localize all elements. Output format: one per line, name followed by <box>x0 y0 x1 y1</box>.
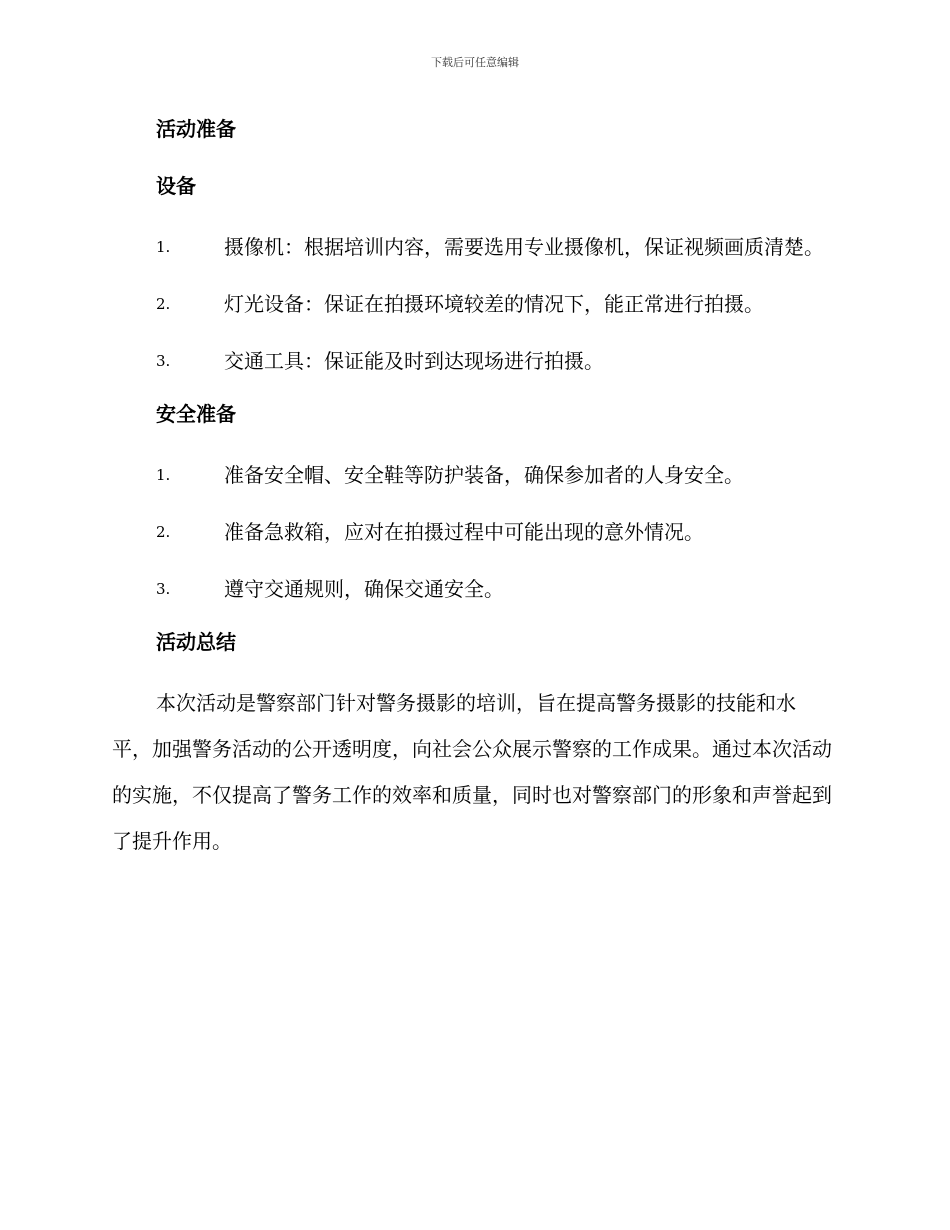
list-item-text: 遵守交通规则，确保交通安全。 <box>224 577 504 601</box>
document-body <box>112 110 834 864</box>
list-number: 3. <box>156 352 171 370</box>
equipment-list-item <box>112 224 834 271</box>
list-number: 2. <box>156 523 171 541</box>
list-item-text: 准备急救箱，应对在拍摄过程中可能出现的意外情况。 <box>224 520 704 544</box>
list-item-text: 准备安全帽、安全鞋等防护装备，确保参加者的人身安全。 <box>224 463 744 487</box>
section-heading-equipment: 设备 <box>156 174 196 198</box>
section-heading-summary: 活动总结 <box>156 630 236 654</box>
list-number: 2. <box>156 295 171 313</box>
page-header: 下载后可任意编辑 <box>431 56 519 69</box>
section-heading-safety: 安全准备 <box>156 402 236 426</box>
safety-list-item <box>112 566 834 613</box>
safety-list-item <box>112 509 834 556</box>
list-number: 3. <box>156 580 171 598</box>
summary-paragraph: 本次活动是警察部门针对警务摄影的培训，旨在提高警务摄影的技能和水平，加强警务活动的公开透明度，向社会公众展示警察的工作成果。通过本次活动的实施，不仅提高了警务工作的效率和质量，同时也对警察部门的形象和声誉起到了提升作用。 <box>112 691 832 853</box>
list-item-text: 摄像机：根据培训内容，需要选用专业摄像机，保证视频画质清楚。 <box>224 235 824 259</box>
equipment-list-item <box>112 281 834 328</box>
list-number: 1. <box>156 466 171 484</box>
safety-list-item <box>112 452 834 499</box>
list-item-text: 灯光设备：保证在拍摄环境较差的情况下，能正常进行拍摄。 <box>224 292 764 316</box>
list-number: 1. <box>156 238 171 256</box>
section-heading-preparation: 活动准备 <box>156 117 236 141</box>
list-item-text: 交通工具：保证能及时到达现场进行拍摄。 <box>224 349 604 373</box>
equipment-list-item <box>112 338 834 385</box>
